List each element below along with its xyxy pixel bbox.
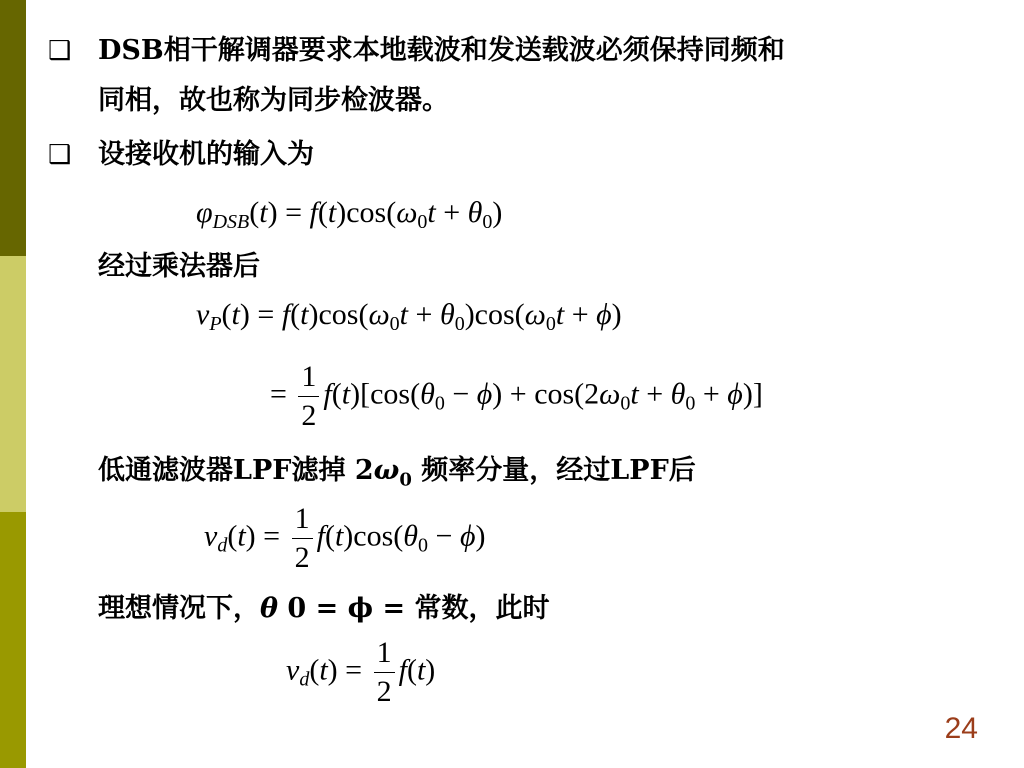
bullet2-text: 设接收机的输入为 — [98, 139, 314, 170]
lpf-text-part-a: 低通滤波器LPF滤掉 2 — [98, 455, 374, 486]
equation-vp: $v_P(t) = f(t)\cos(\omega_0t + \theta_0)\cos(\omega_0t + \phi)$ — [196, 298, 622, 335]
checkbox-bullet-icon: ❑ — [48, 36, 72, 66]
equation-vd: $v_d(t)$ = $\frac{1}{2}$ $f(t)\cos(\theta_0 - \phi)$ — [204, 502, 486, 574]
side-bar-top — [0, 0, 26, 256]
side-bar-middle — [0, 256, 26, 512]
multiplier-text: 经过乘法器后 — [98, 251, 260, 282]
page-number: 24 — [944, 712, 978, 745]
equation-phi-dsb: $\varphi_{DSB}(t) = f(t)\cos(\omega_0t + \theta_0)$ — [196, 196, 503, 233]
side-bar-bottom — [0, 512, 26, 768]
ideal-theta: θ — [260, 593, 279, 624]
checkbox-bullet-icon: ❑ — [48, 140, 72, 170]
ideal-text-part-a: 理想情况下， — [98, 593, 260, 624]
lpf-omega-sub: 0 — [399, 469, 412, 491]
ideal-text-part-b: 0 = ϕ = 常数，此时 — [278, 593, 550, 624]
lpf-text-part-b: 频率分量，经过LPF后 — [411, 455, 696, 486]
bullet1-line2: 同相，故也称为同步检波器。 — [98, 85, 449, 116]
bullet1-line1: DSB相干解调器要求本地载波和发送载波必须保持同频和 — [98, 35, 785, 66]
ideal-text — [98, 592, 549, 626]
lpf-text — [98, 454, 696, 497]
lpf-omega: ω — [373, 455, 400, 486]
equation-vd-ideal: $v_d(t)$ = $\frac{1}{2}$ f(t) — [286, 636, 436, 708]
equation-vp-expanded: = $\frac{1}{2}$ $f(t)[\cos(\theta_0 - \phi) + \cos(2\omega_0t + \theta_0 + \phi)]$ — [270, 360, 763, 432]
